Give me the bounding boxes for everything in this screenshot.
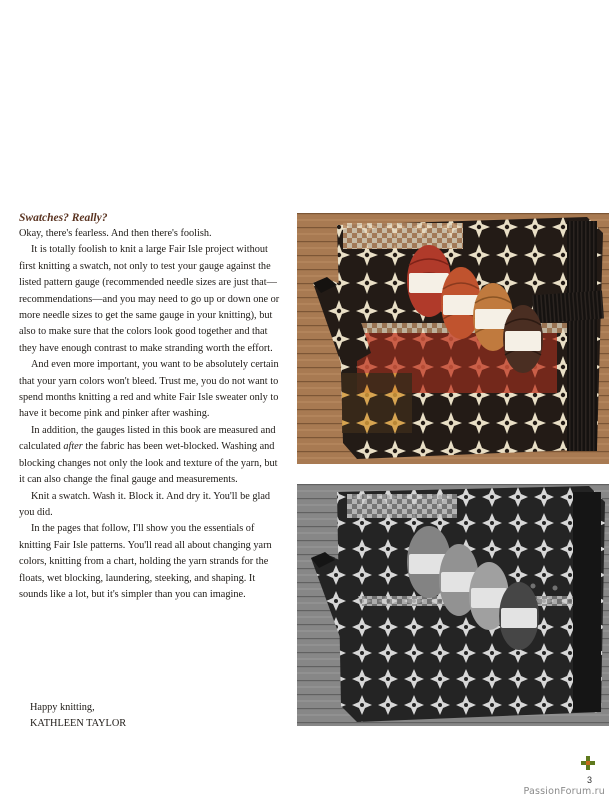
paragraph-3: And even more important, you want to be absolutely certain that your yarn colors won't bleed. Trust me, you do not want to spend months knitting a red and white Fair Isle sweater only to have it become pink and pinker after washing. [19,359,279,420]
paragraph-4-emphasis: after [63,441,83,453]
sweater-photo-color-art [297,213,609,464]
sweater-photo-bw [297,484,609,726]
paragraph-4-end: the fabric has been wet-blocked. Washing and blocking changes not only the look and texture of the yarn, but it can also change the final gauge and measurements. [19,441,278,486]
signoff-author: KATHLEEN TAYLOR [30,718,127,730]
section-heading: Swatches? Really? [19,212,108,224]
sweater-photo-color [297,213,609,464]
paragraph-2: It is totally foolish to knit a large Fair Isle project without first knitting a swatch, not only to test your gauge against the listed pattern gauge (recommended needle sizes are just that—recommendations—and you may need to go up or down one or more needle sizes to get the same gauge in your knitting), but also to make sure that the colors look good together and that they have enough contrast to make stranding worth the effort. [19,244,280,354]
article-column [19,210,281,603]
page-number: 3 [587,775,593,785]
plus-ornament-icon [581,756,595,770]
signoff [30,700,126,733]
sweater-photo-bw-art [297,484,609,726]
signoff-greeting: Happy knitting, [30,702,95,713]
paragraph-4 [19,423,281,489]
paragraph-1: Okay, there's fearless. And then there's foolish. [19,228,212,239]
paragraph-4-start: In addition, the gauges listed in this book are measured and calculated [19,424,276,453]
paragraph-5: Knit a swatch. Wash it. Block it. And dry it. You'll be glad you did. [19,490,271,518]
watermark: PassionForum.ru [523,786,605,797]
paragraph-6: In the pages that follow, I'll show you the essentials of knitting Fair Isle patterns. You'll read all about changing yarn colors, knitting from a chart, holding the yarn strands for the floats, wet blocking, laundering, steeking, and shaping. It sounds like a lot, but it's simpler than you can imagine. [19,523,272,600]
